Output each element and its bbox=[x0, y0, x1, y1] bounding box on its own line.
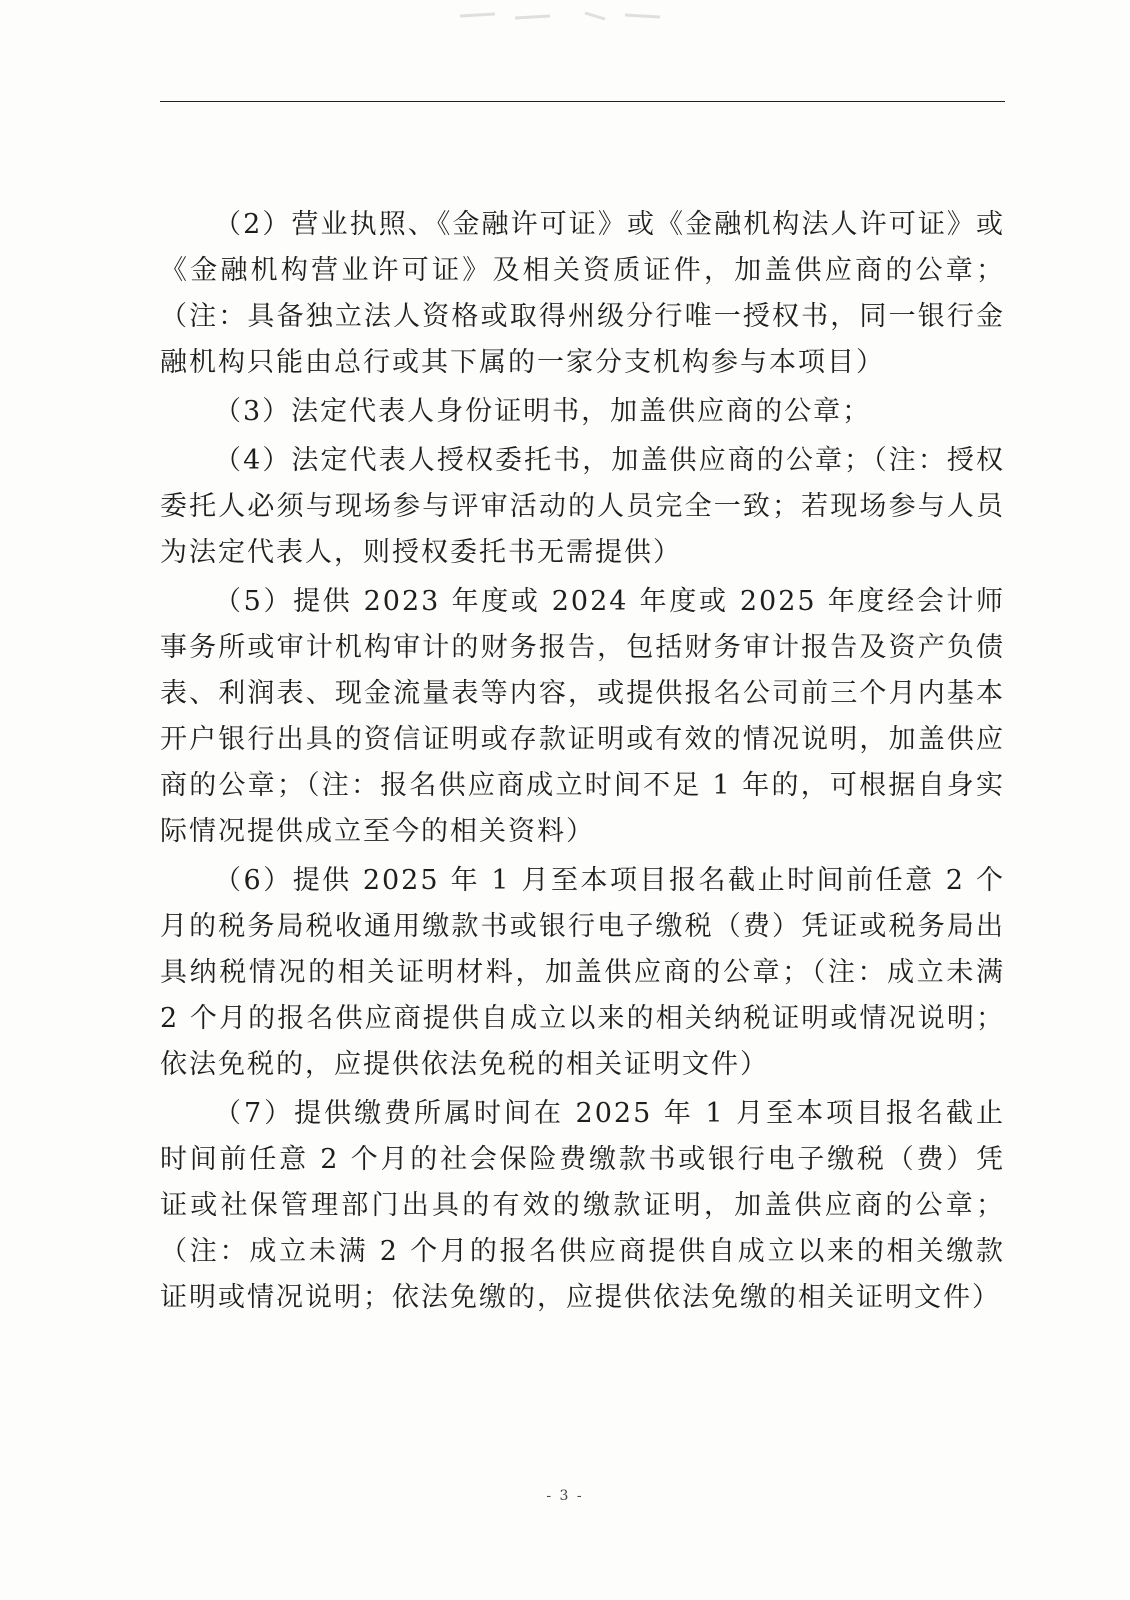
paragraph-5: （5）提供 2023 年度或 2024 年度或 2025 年度经会计师事务所或审计机构审计的财务报告，包括财务审计报告及资产负债表、利润表、现金流量表等内容，或提供报名公司前三个月内基本开户银行出具的资信证明或存款证明或有效的情况说明，加盖供应商的公章；（注：报名供应商成立时间不足 1 年的，可根据自身实际情况提供成立至今的相关资料） bbox=[160, 586, 1005, 847]
paragraph-2: （2）营业执照、《金融许可证》或《金融机构法人许可证》或《金融机构营业许可证》及相关资质证件，加盖供应商的公章；（注：具备独立法人资格或取得州级分行唯一授权书，同一银行金融机构只能由总行或其下属的一家分支机构参与本项目） bbox=[160, 209, 1005, 378]
header-rule bbox=[160, 101, 1005, 102]
paragraph-6: （6）提供 2025 年 1 月至本项目报名截止时间前任意 2 个月的税务局税收通用缴款书或银行电子缴税（费）凭证或税务局出具纳税情况的相关证明材料，加盖供应商的公章；（注：成立未满 2 个月的报名供应商提供自成立以来的相关纳税证明或情况说明；依法免税的，应提供依法免税的相关证明文件） bbox=[160, 865, 1005, 1080]
paragraph-3: （3）法定代表人身份证明书，加盖供应商的公章； bbox=[214, 396, 872, 427]
paragraph-4: （4）法定代表人授权委托书，加盖供应商的公章；（注：授权委托人必须与现场参与评审活动的人员完全一致；若现场参与人员为法定代表人，则授权委托书无需提供） bbox=[160, 445, 1005, 568]
page-number: - 3 - bbox=[546, 1488, 584, 1504]
paragraph-7: （7）提供缴费所属时间在 2025 年 1 月至本项目报名截止时间前任意 2 个月的社会保险费缴款书或银行电子缴税（费）凭证或社保管理部门出具的有效的缴款证明，加盖供应商的公章；（注：成立未满 2 个月的报名供应商提供自成立以来的相关缴款证明或情况说明；依法免缴的，应提供依法免缴的相关证明文件） bbox=[160, 1098, 1005, 1313]
scan-smudge bbox=[455, 4, 675, 26]
document-body bbox=[160, 202, 1005, 1321]
